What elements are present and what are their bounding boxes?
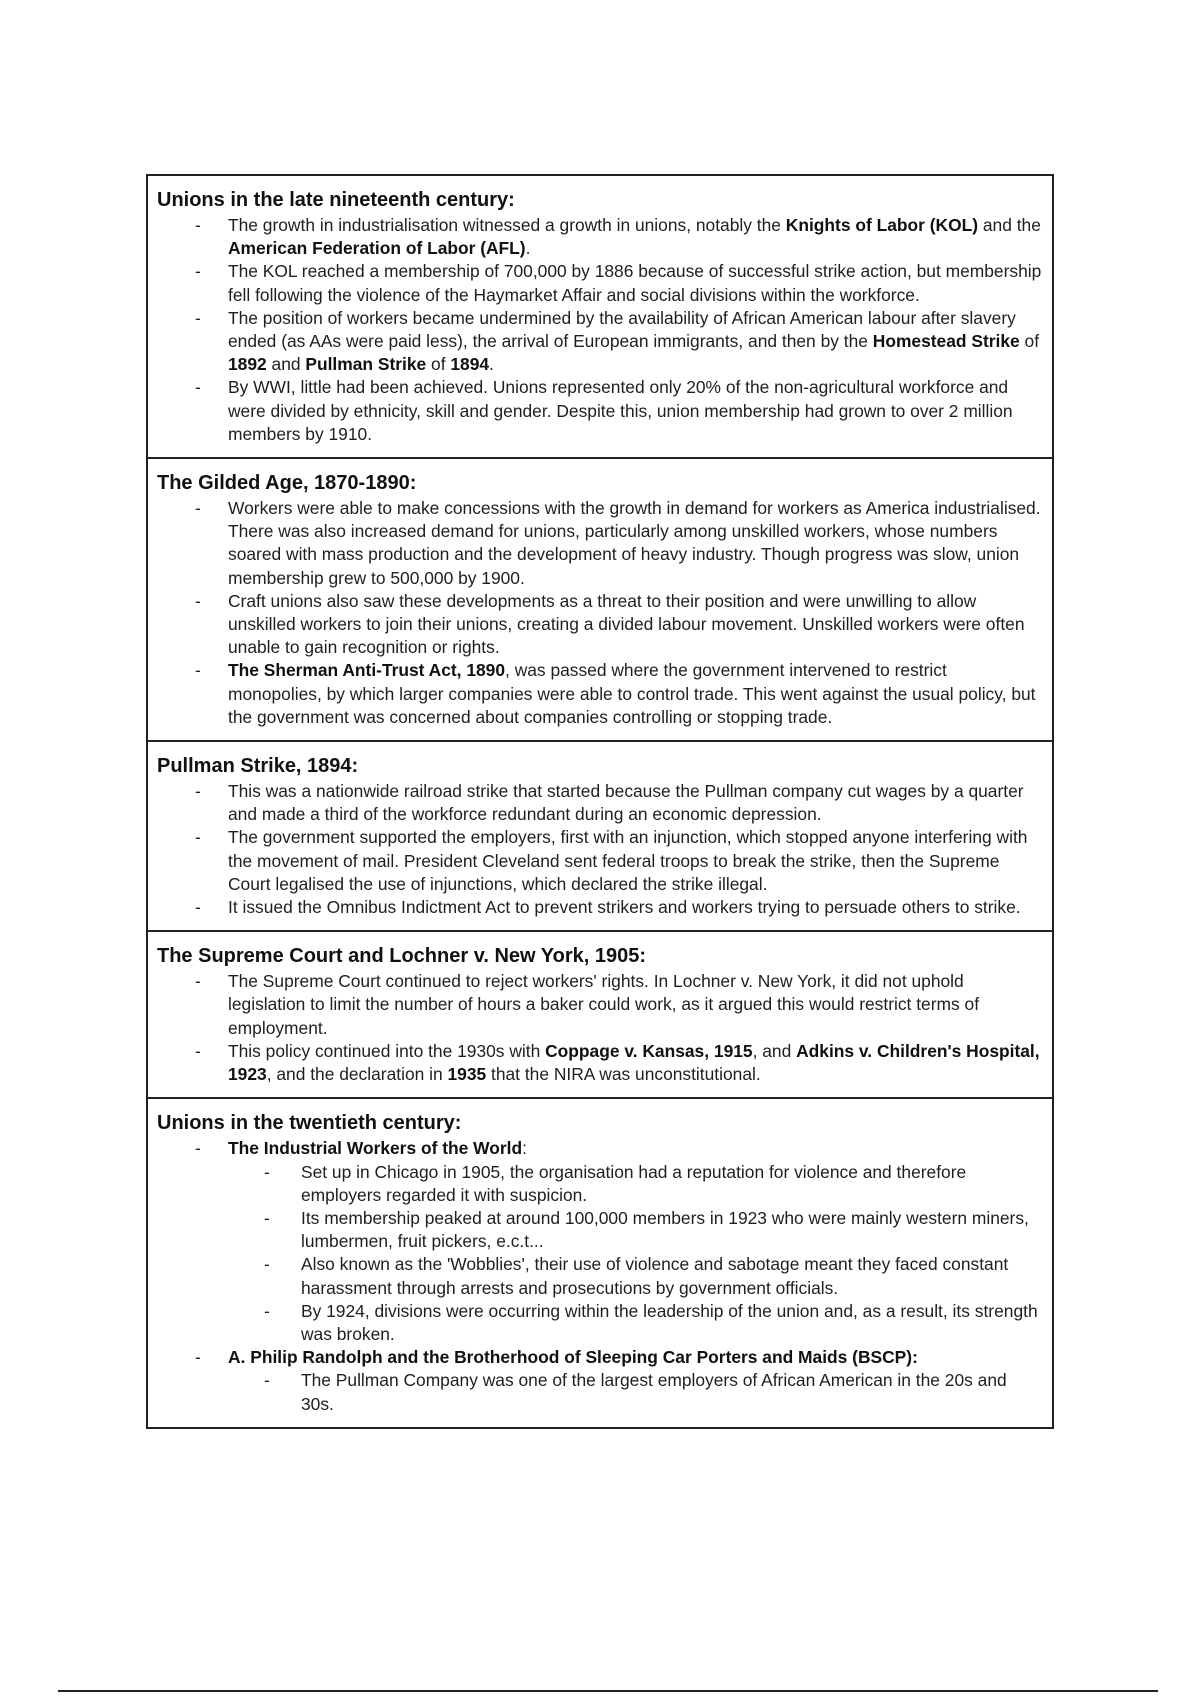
bullet-item: - It issued the Omnibus Indictment Act to prevent strikers and workers trying to persuade others to strike. xyxy=(157,896,1044,919)
bullet-item: - The Supreme Court continued to reject workers' rights. In Lochner v. New York, it did not uphold legislation to limit the number of hours a baker could work, as it argued this would restrict terms of employment. xyxy=(157,970,1044,1040)
bullet-item: - This policy continued into the 1930s with Coppage v. Kansas, 1915, and Adkins v. Children's Hospital, 1923, and the declaration in 1935 that the NIRA was unconstitutional. xyxy=(157,1040,1044,1086)
sub-bullet-item: - Its membership peaked at around 100,000 members in 1923 who were mainly western miners, lumbermen, fruit pickers, e.c.t... xyxy=(228,1207,1044,1253)
bullet-item: - Workers were able to make concessions with the growth in demand for workers as America industrialised. There was also increased demand for unions, particularly among unskilled workers, whose numbers soared with mass production and the development of heavy industry. Though progress was slow, union membership grew to 500,000 by 1900. xyxy=(157,497,1044,590)
bullet-item: - The KOL reached a membership of 700,000 by 1886 because of successful strike action, but membership fell following the violence of the Haymarket Affair and social divisions within the workforce. xyxy=(157,260,1044,306)
section xyxy=(148,932,1052,1099)
section-title: Unions in the late nineteenth century: xyxy=(157,189,515,211)
bullet-item: - By WWI, little had been achieved. Unions represented only 20% of the non-agricultural workforce and were divided by ethnicity, skill and gender. Despite this, union membership had grown to over 2 million members by 1910. xyxy=(157,376,1044,446)
section xyxy=(148,1099,1052,1426)
sub-bullet-item: - Also known as the 'Wobblies', their use of violence and sabotage meant they faced constant harassment through arrests and prosecutions by government officials. xyxy=(228,1253,1044,1299)
sub-bullet-item: - By 1924, divisions were occurring within the leadership of the union and, as a result, its strength was broken. xyxy=(228,1300,1044,1346)
section xyxy=(148,459,1052,742)
bullet-list xyxy=(157,780,1044,919)
bullet-item: - A. Philip Randolph and the Brotherhood of Sleeping Car Porters and Maids (BSCP): - The Pullman Company was one of the largest employers of African American in the 20s and 30s. xyxy=(157,1346,1044,1416)
bullet-item: - The position of workers became undermined by the availability of African American labour after slavery ended (as AAs were paid less), the arrival of European immigrants, and then by the Homestead Strike of 1892 and Pullman Strike of 1894. xyxy=(157,307,1044,377)
notes-table xyxy=(146,174,1054,1429)
sub-bullet-list xyxy=(228,1369,1044,1415)
bullet-item: - Craft unions also saw these developments as a threat to their position and were unwilling to allow unskilled workers to join their unions, creating a divided labour movement. Unskilled workers were often unable to gain recognition or rights. xyxy=(157,590,1044,660)
bullet-list xyxy=(157,1137,1044,1415)
bullet-item: - The growth in industrialisation witnessed a growth in unions, notably the Knights of Labor (KOL) and the American Federation of Labor (AFL). xyxy=(157,214,1044,260)
sub-bullet-list xyxy=(228,1161,1044,1347)
bullet-item: - This was a nationwide railroad strike that started because the Pullman company cut wages by a quarter and made a third of the workforce redundant during an economic depression. xyxy=(157,780,1044,826)
bullet-list xyxy=(157,214,1044,446)
bullet-item: - The Sherman Anti-Trust Act, 1890, was passed where the government intervened to restrict monopolies, by which larger companies were able to control trade. This went against the usual policy, but the government was concerned about companies controlling or stopping trade. xyxy=(157,659,1044,729)
bullet-list xyxy=(157,497,1044,729)
page-divider xyxy=(58,1690,1158,1692)
section-title: Unions in the twentieth century: xyxy=(157,1112,462,1135)
section xyxy=(148,176,1052,459)
bullet-list xyxy=(157,970,1044,1086)
section-title: The Supreme Court and Lochner v. New York, 1905: xyxy=(157,945,647,968)
section-title: The Gilded Age, 1870-1890: xyxy=(157,472,417,495)
sub-bullet-item: - The Pullman Company was one of the largest employers of African American in the 20s and 30s. xyxy=(228,1369,1044,1415)
bullet-item: - The Industrial Workers of the World: - Set up in Chicago in 1905, the organisation had a reputation for violence and therefore employers regarded it with suspicion. - Its membership peaked at around 100,000 members in 1923 who were mainly western miners, lumbermen, fruit pickers, e.c.t... - Also known as the 'Wobblies', their use of violence and sabotage meant they faced constant harassment through arrests and prosecutions by government officials. - By 1924, divisions were occurring within the leadership of the union and, as a result, its strength was broken. xyxy=(157,1137,1044,1346)
section-title: Pullman Strike, 1894: xyxy=(157,755,359,778)
bullet-item: - The government supported the employers, first with an injunction, which stopped anyone interfering with the movement of mail. President Cleveland sent federal troops to break the strike, then the Supreme Court legalised the use of injunctions, which declared the strike illegal. xyxy=(157,826,1044,896)
section xyxy=(148,742,1052,932)
sub-bullet-item: - Set up in Chicago in 1905, the organisation had a reputation for violence and therefore employers regarded it with suspicion. xyxy=(228,1161,1044,1207)
